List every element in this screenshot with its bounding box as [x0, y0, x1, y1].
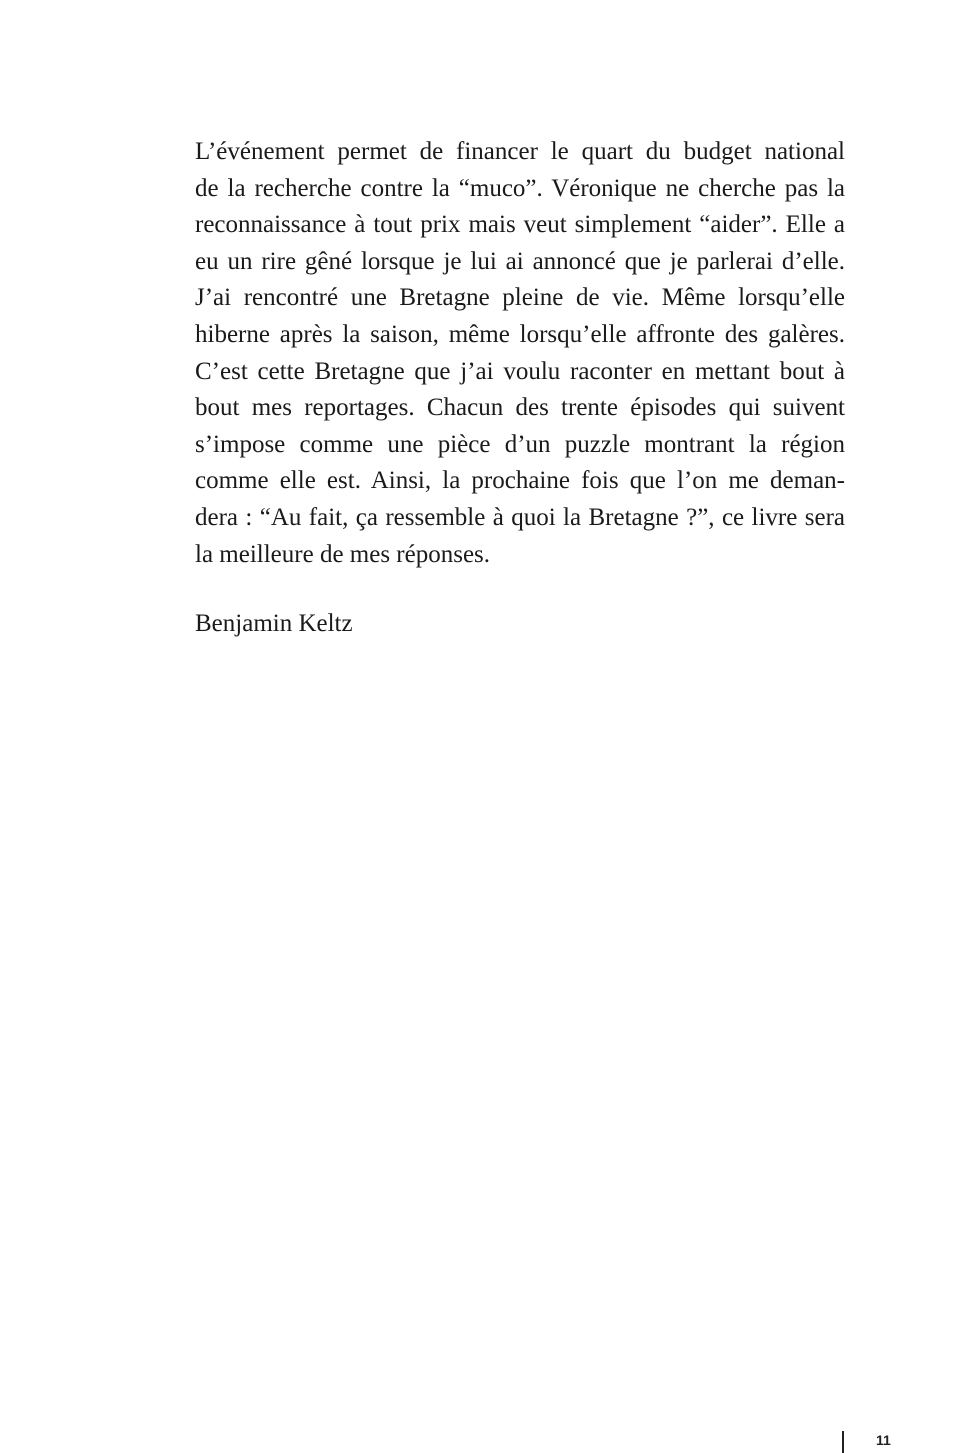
text-line: J’ai rencontré une Bretagne pleine de vie. Même lorsqu’elle [195, 284, 845, 312]
text-line: reconnaissance à tout prix mais veut simplement “aider”. Elle a [195, 211, 845, 239]
author-signature: Benjamin Keltz [195, 610, 353, 637]
text-line: L’événement permet de financer le quart du budget national [195, 138, 845, 165]
body-paragraph [195, 134, 845, 573]
text-line: de la recherche contre la “muco”. Véronique ne cherche pas la [195, 174, 845, 202]
folio-divider [842, 1431, 844, 1453]
text-line: eu un rire gêné lorsque je lui ai annoncé que je parlerai d’elle. [195, 247, 845, 275]
text-line: comme elle est. Ainsi, la prochaine fois que l’on me deman- [195, 467, 845, 495]
text-line: bout mes reportages. Chacun des trente épisodes qui suivent [195, 394, 845, 422]
text-line: hiberne après la saison, même lorsqu’elle affronte des galères. [195, 320, 845, 348]
page-number: 11 [876, 1432, 891, 1448]
text-line: la meilleure de mes réponses. [195, 540, 491, 568]
text-line: s’impose comme une pièce d’un puzzle montrant la région [195, 430, 845, 458]
text-line: C’est cette Bretagne que j’ai voulu raconter en mettant bout à [195, 357, 845, 385]
text-line: dera : “Au fait, ça ressemble à quoi la Bretagne ?”, ce livre sera [195, 503, 845, 531]
